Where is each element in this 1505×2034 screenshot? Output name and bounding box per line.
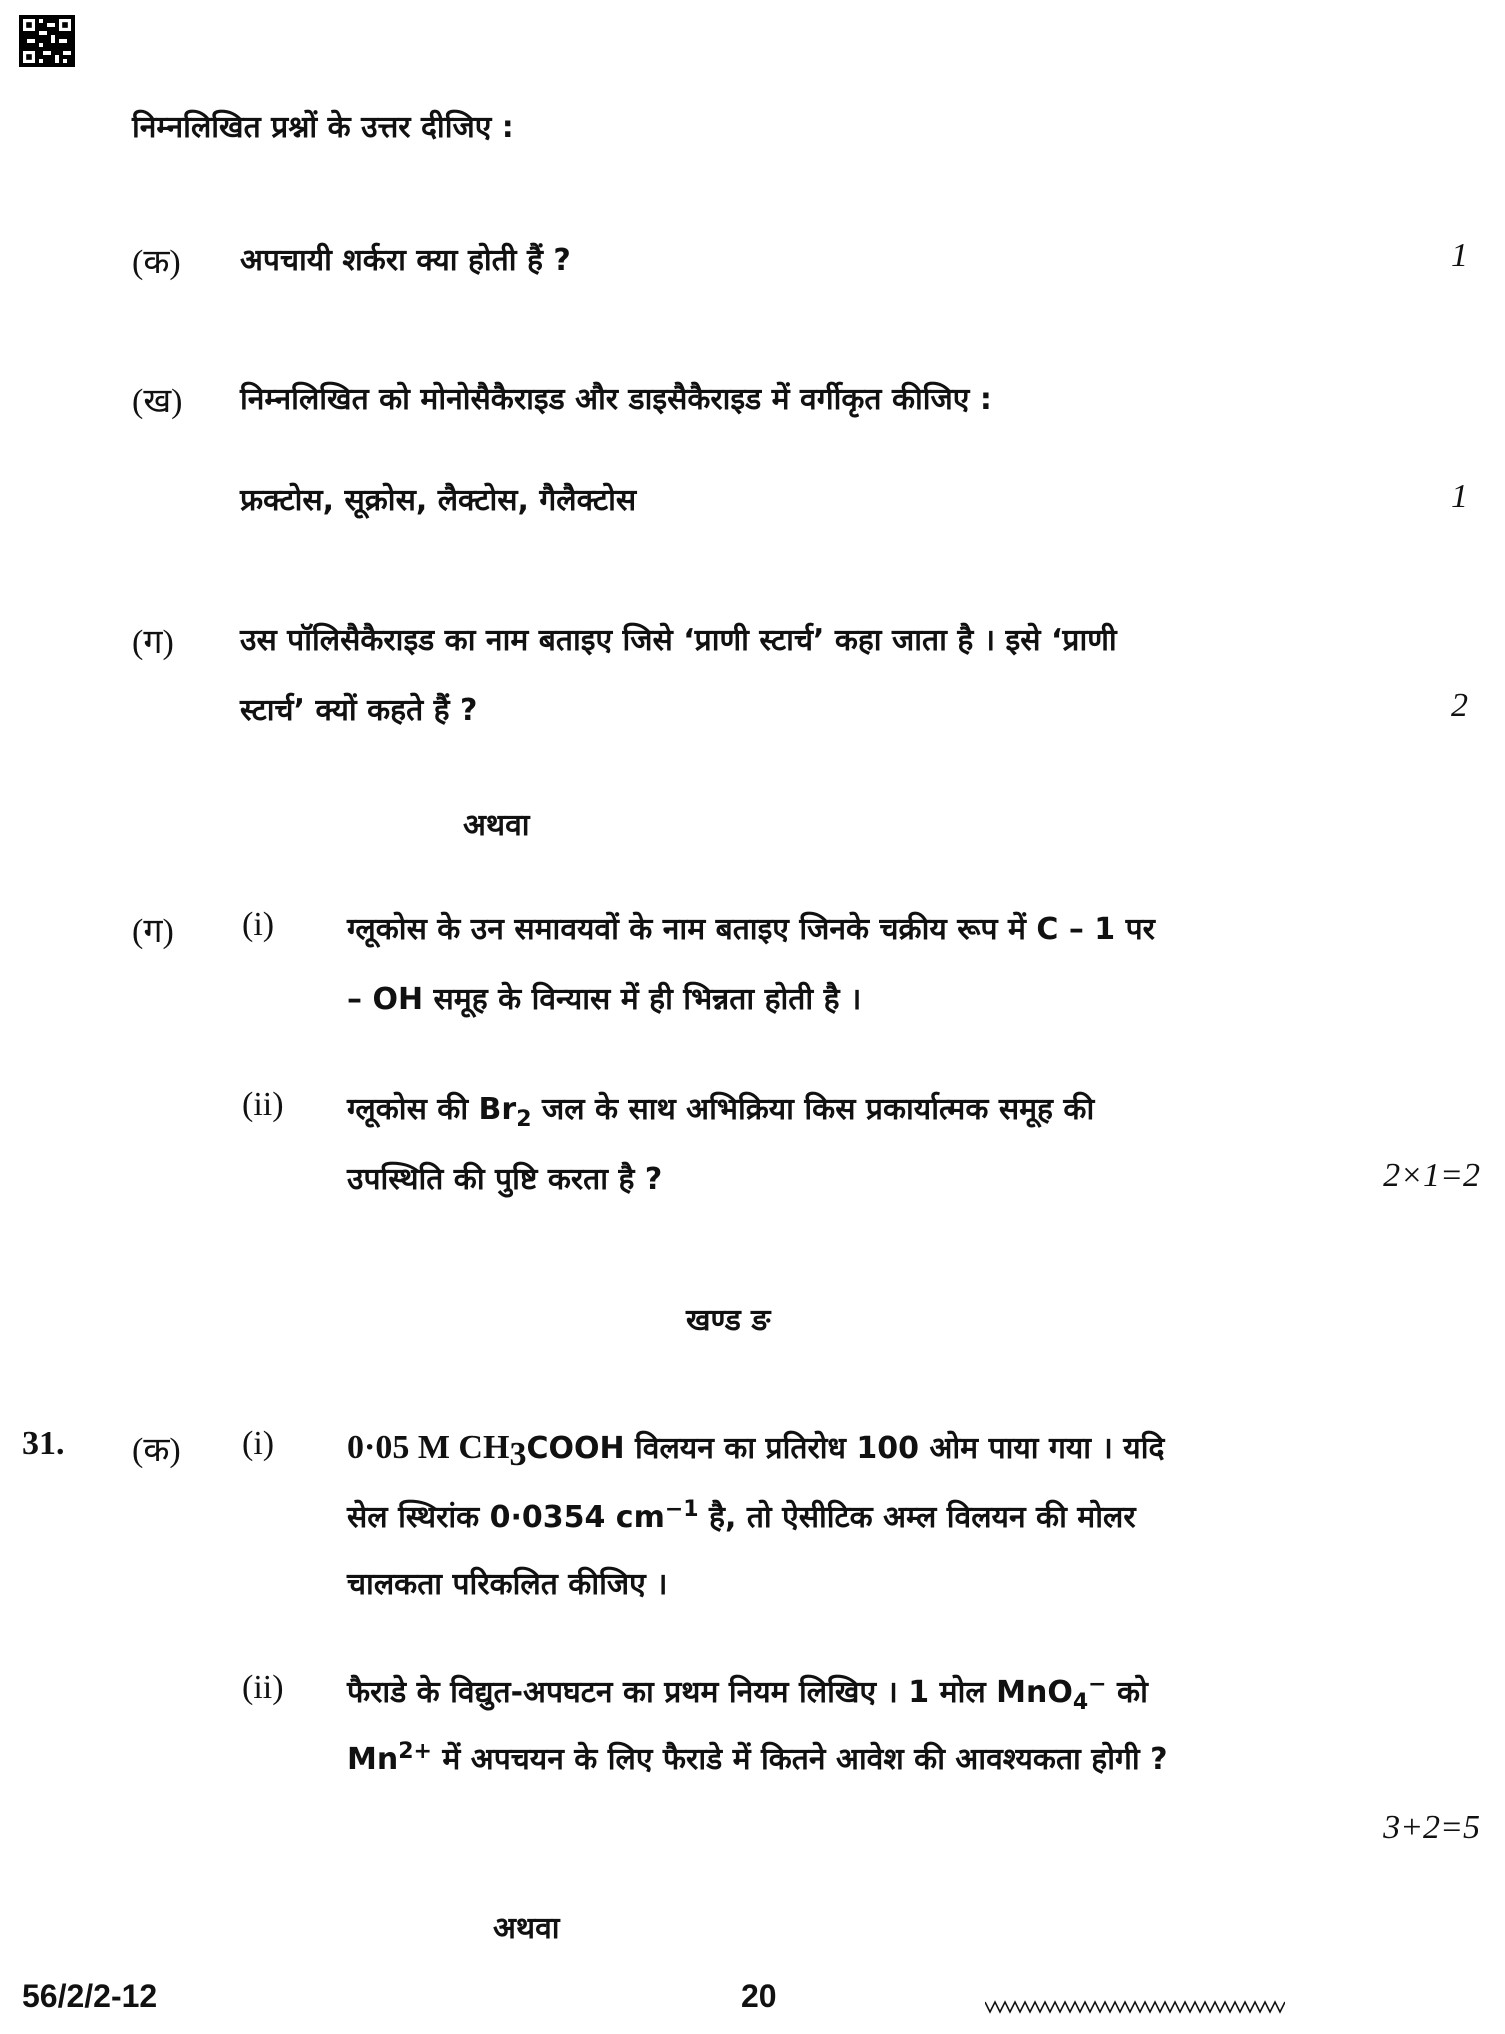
part-label-i: (i) bbox=[242, 906, 275, 943]
marks-31: 3+2=5 bbox=[1383, 1809, 1480, 1846]
part-ii-line2: उपस्थिति की पुष्टि करता है ? bbox=[347, 1162, 663, 1197]
qr-code-icon bbox=[19, 15, 75, 67]
subq-label-ga: (ग) bbox=[132, 624, 174, 661]
part-i-line2: – OH समूह के विन्यास में ही भिन्नता होती है । bbox=[347, 982, 862, 1017]
subq-ka-text: अपचायी शर्करा क्या होती हैं ? bbox=[240, 243, 571, 278]
subq-ga-line1: उस पॉलिसैकैराइड का नाम बताइए जिसे ‘प्राणी स्टार्च’ कहा जाता है । इसे ‘प्राणी bbox=[240, 623, 1117, 658]
wavy-line-icon bbox=[985, 1998, 1285, 2016]
marks-ka: 1 bbox=[1451, 237, 1468, 274]
part-i-line1: ग्लूकोस के उन समावयवों के नाम बताइए जिनके चक्रीय रूप में C – 1 पर bbox=[347, 912, 1155, 947]
q31-i-line2: सेल स्थिरांक 0·0354 $cm^{-1}$ है, तो ऐसीटिक अम्ल विलयन की मोलर bbox=[347, 1497, 1136, 1535]
part-label-ii: (ii) bbox=[242, 1086, 284, 1123]
subq-kha-text: निम्नलिखित को मोनोसैकैराइड और डाइसैकैराइड में वर्गीकृत कीजिए : bbox=[240, 382, 992, 417]
part-label-31-ii: (ii) bbox=[242, 1669, 284, 1706]
subq-label-ka: (क) bbox=[132, 244, 181, 281]
subq-label-31-ka: (क) bbox=[132, 1432, 181, 1469]
q31-i-line3: चालकता परिकलित कीजिए । bbox=[347, 1567, 668, 1602]
question-number-31: 31. bbox=[22, 1425, 65, 1462]
page-number: 20 bbox=[741, 1978, 777, 2014]
subq-label-ga-alt: (ग) bbox=[132, 913, 174, 950]
marks-kha: 1 bbox=[1451, 478, 1468, 515]
or-label-2: अथवा bbox=[493, 1911, 560, 1946]
part-label-31-i: (i) bbox=[242, 1425, 275, 1462]
q31-ii-line2: $Mn^{2+}$ में अपचयन के लिए फैराडे में कितने आवेश की आवश्यकता होगी ? bbox=[347, 1739, 1168, 1777]
subq-ga-line2: स्टार्च’ क्यों कहते हैं ? bbox=[240, 693, 478, 728]
subq-label-kha: (ख) bbox=[132, 383, 183, 420]
q31-i-line1: 0·05 M $CH_3COOH$ विलयन का प्रतिरोध 100 ओम पाया गया । यदि bbox=[347, 1429, 1165, 1473]
or-label-1: अथवा bbox=[463, 808, 530, 843]
subq-kha-items: फ्रक्टोस, सूक्रोस, लैक्टोस, गैलैक्टोस bbox=[240, 483, 637, 518]
marks-ga-alt: 2×1=2 bbox=[1383, 1157, 1480, 1194]
section-title: खण्ड ङ bbox=[686, 1303, 771, 1338]
q31-ii-line1: फैराडे के विद्युत-अपघटन का प्रथम नियम लिखिए । 1 मोल MnO$_4$− को bbox=[347, 1672, 1148, 1715]
paper-code: 56/2/2-12 bbox=[22, 1978, 158, 2014]
part-ii-line1: ग्लूकोस की $Br_2$ जल के साथ अभिक्रिया किस प्रकार्यात्मक समूह की bbox=[347, 1092, 1095, 1132]
instruction-text: निम्नलिखित प्रश्नों के उत्तर दीजिए : bbox=[132, 110, 514, 145]
marks-ga: 2 bbox=[1451, 687, 1468, 724]
